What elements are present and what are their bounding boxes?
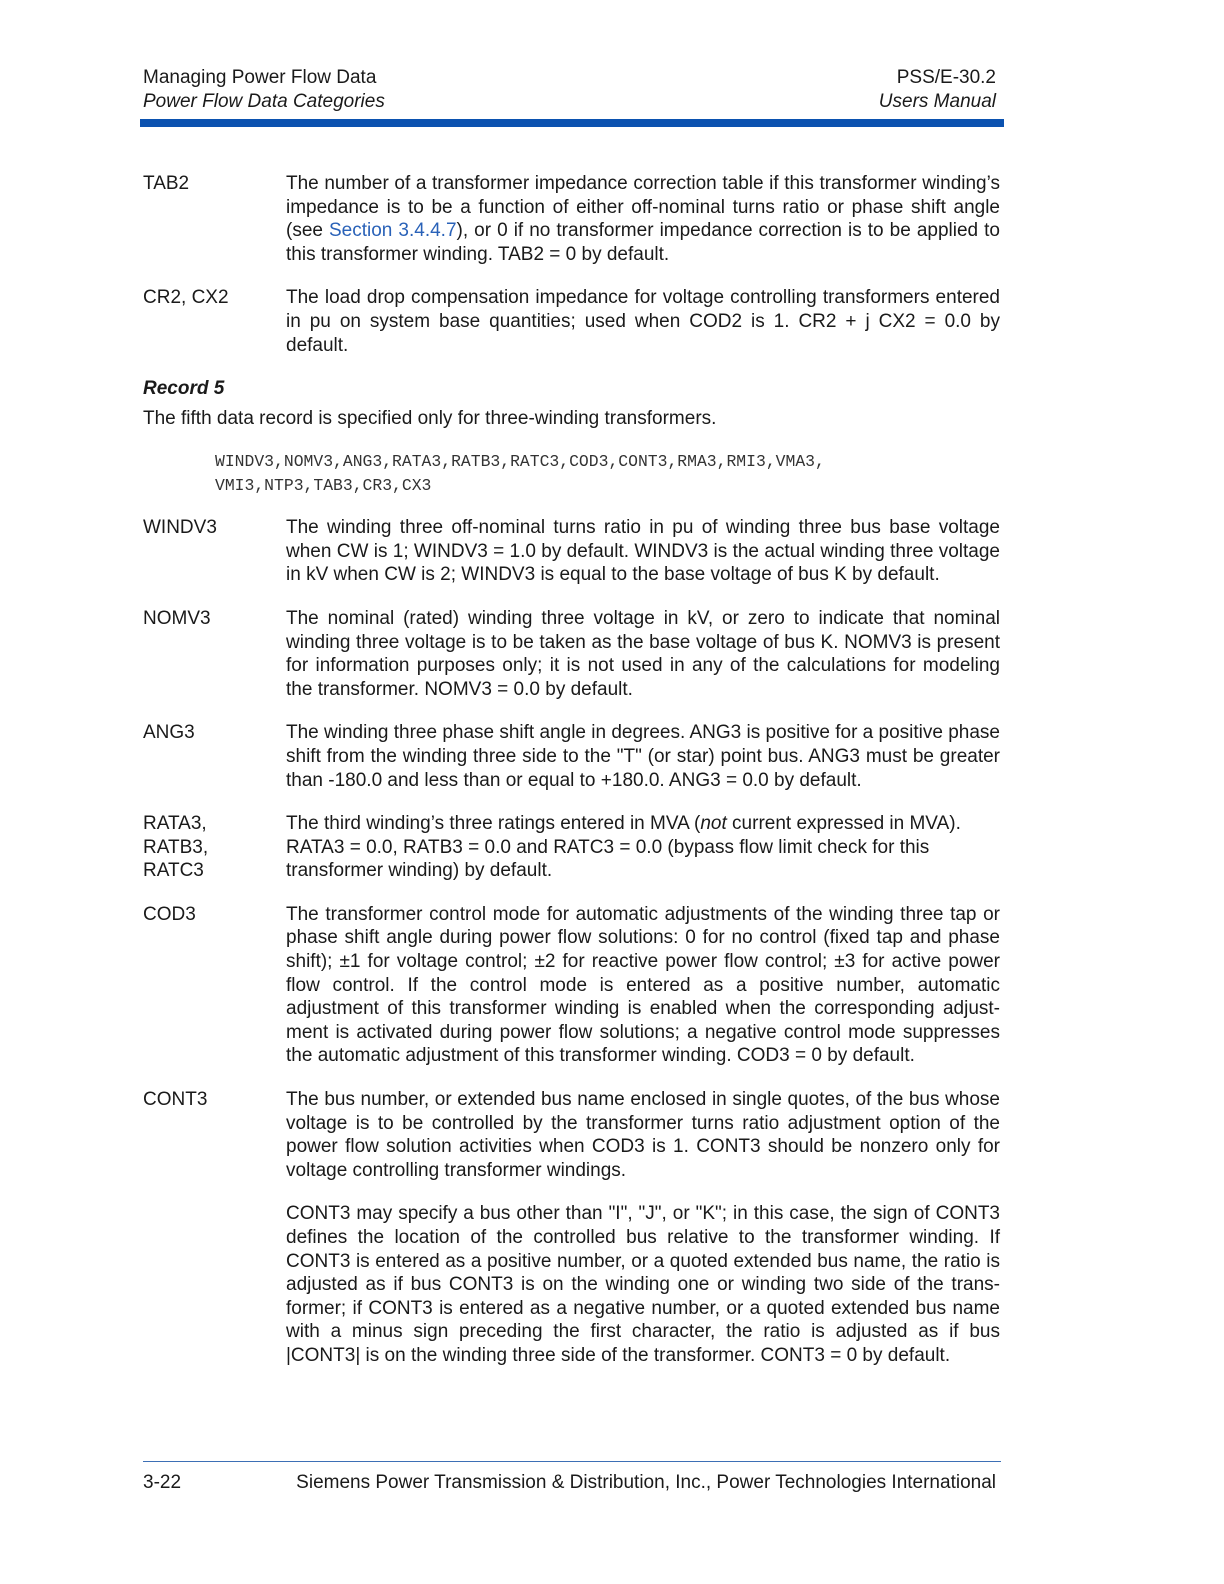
- term: NOMV3: [143, 607, 211, 629]
- definition-cont3: [143, 1088, 1000, 1368]
- page-number: 3-22: [143, 1472, 182, 1493]
- header-left: [143, 66, 385, 114]
- description: [286, 172, 1000, 266]
- definition-windv3: [143, 516, 1000, 587]
- definition-cr2-cx2: [143, 286, 1000, 357]
- definition-cod3: [143, 903, 1000, 1068]
- code-line: WINDV3,NOMV3,ANG3,RATA3,RATB3,RATC3,COD3,CONT3,RMA3,RMI3,VMA3,: [215, 452, 825, 472]
- section-title-header: Power Flow Data Categories: [143, 91, 385, 112]
- term: COD3: [143, 903, 196, 925]
- product-version: PSS/E-30.2: [896, 67, 996, 88]
- page-body: [143, 172, 1000, 1388]
- definition-tab2: [143, 172, 1000, 266]
- record-intro: The fifth data record is specified only for three-winding transformers.: [143, 408, 717, 430]
- header-right: [879, 66, 996, 114]
- term-line: RATA3,: [143, 813, 207, 835]
- description-text: current expressed in MVA). RATA3 = 0.0, RATB3 = 0.0 and RATC3 = 0.0 (bypass flow limit check for this transformer winding) by default.: [286, 813, 961, 882]
- description-text: The third winding’s three ratings entered in MVA (: [286, 813, 701, 835]
- definition-ratings: [143, 812, 1000, 883]
- record-format-code: [215, 450, 1000, 498]
- manual-name: Users Manual: [878, 91, 996, 112]
- term: ANG3: [143, 722, 195, 744]
- description: The winding three off-nominal turns ratio in pu of winding three bus base voltage when CW is 1; WINDV3 = 1.0 by default. WINDV3 is the actual winding three voltage in kV when CW is 2; WINDV3 is equal to the base voltage of bus K by default.: [286, 517, 1000, 586]
- header-rule: [140, 119, 1004, 127]
- term: TAB2: [143, 173, 190, 194]
- term-line: RATC3: [143, 860, 204, 882]
- record-title: Record 5: [143, 378, 225, 400]
- description-paragraph: The bus number, or extended bus name enclosed in single quotes, of the bus whose voltage is to be controlled by the transformer turns ratio adjustment option of the power flow solution activities when COD3 is 1. CONT3 should be nonzero only for voltage controlling transformer windings.: [286, 1089, 1000, 1181]
- description: The winding three phase shift angle in degrees. ANG3 is positive for a positive phase shift from the winding three side to the "T" (or star) point bus. ANG3 must be greater than -180.0 and less than or equal to +180.0. ANG3 = 0.0 by default.: [286, 722, 1000, 791]
- description: [286, 1088, 1000, 1368]
- term: CR2, CX2: [143, 287, 229, 309]
- term: WINDV3: [143, 517, 217, 539]
- description-text: The number of a transformer impedance correction table if this transformer winding’s impedance is to be a function of either off-nominal turns ratio or phase shift angle (see: [286, 173, 1000, 242]
- term: CONT3: [143, 1089, 208, 1111]
- footer-rule: [143, 1461, 1001, 1462]
- definition-nomv3: [143, 607, 1000, 701]
- code-line: VMI3,NTP3,TAB3,CR3,CX3: [215, 476, 432, 496]
- description: [286, 812, 1000, 883]
- description-text: ), or 0 if no transformer impedance correction is to be applied to this transformer winding. TAB2 = 0 by default.: [286, 220, 1000, 265]
- term-line: RATB3,: [143, 836, 209, 858]
- term: [143, 812, 286, 883]
- description-paragraph: CONT3 may specify a bus other than "I", "J", or "K"; in this case, the sign of CONT3 defines the location of the controlled bus relative to the transformer winding. If CONT3 is entered as a positive number, or a quoted extended bus name, the ratio is adjusted as if bus CONT3 is on the winding one or winding two side of the trans-former; if CONT3 is entered as a negative number, or a quoted extended bus name with a minus sign preceding the first character, the ratio is adjusted as if bus |CONT3| is on the winding three side of the transformer. CONT3 = 0 by default.: [286, 1203, 1000, 1366]
- description: The nominal (rated) winding three voltage in kV, or zero to indicate that nominal winding three voltage is to be taken as the base voltage of bus K. NOMV3 is present for information purposes only; it is not used in any of the calculations for modeling the transformer. NOMV3 = 0.0 by default.: [286, 607, 1000, 700]
- description: The transformer control mode for automatic adjustments of the winding three tap or phase shift angle during power flow solutions: 0 for no control (fixed tap and phase shift); ±1 for voltage control; ±2 for reactive power flow control; ±3 for active power flow control. If the control mode is entered as a positive number, automatic adjustment of this transformer winding is enabled when the corresponding adjust-ment is activated during power flow solutions; a negative control mode suppresses the automatic adjustment of this transformer winding. COD3 = 0 by default.: [286, 903, 1000, 1067]
- chapter-title: Managing Power Flow Data: [143, 67, 377, 88]
- emphasis-text: not: [700, 813, 727, 835]
- definition-ang3: [143, 721, 1000, 792]
- section-link[interactable]: Section 3.4.4.7: [329, 220, 457, 242]
- description: The load drop compensation impedance for voltage controlling transformers entered in pu on system base quantities; used when COD2 is 1. CR2 + j CX2 = 0.0 by default.: [286, 287, 1000, 356]
- footer-company: Siemens Power Transmission & Distribution, Inc., Power Technologies International: [296, 1472, 996, 1493]
